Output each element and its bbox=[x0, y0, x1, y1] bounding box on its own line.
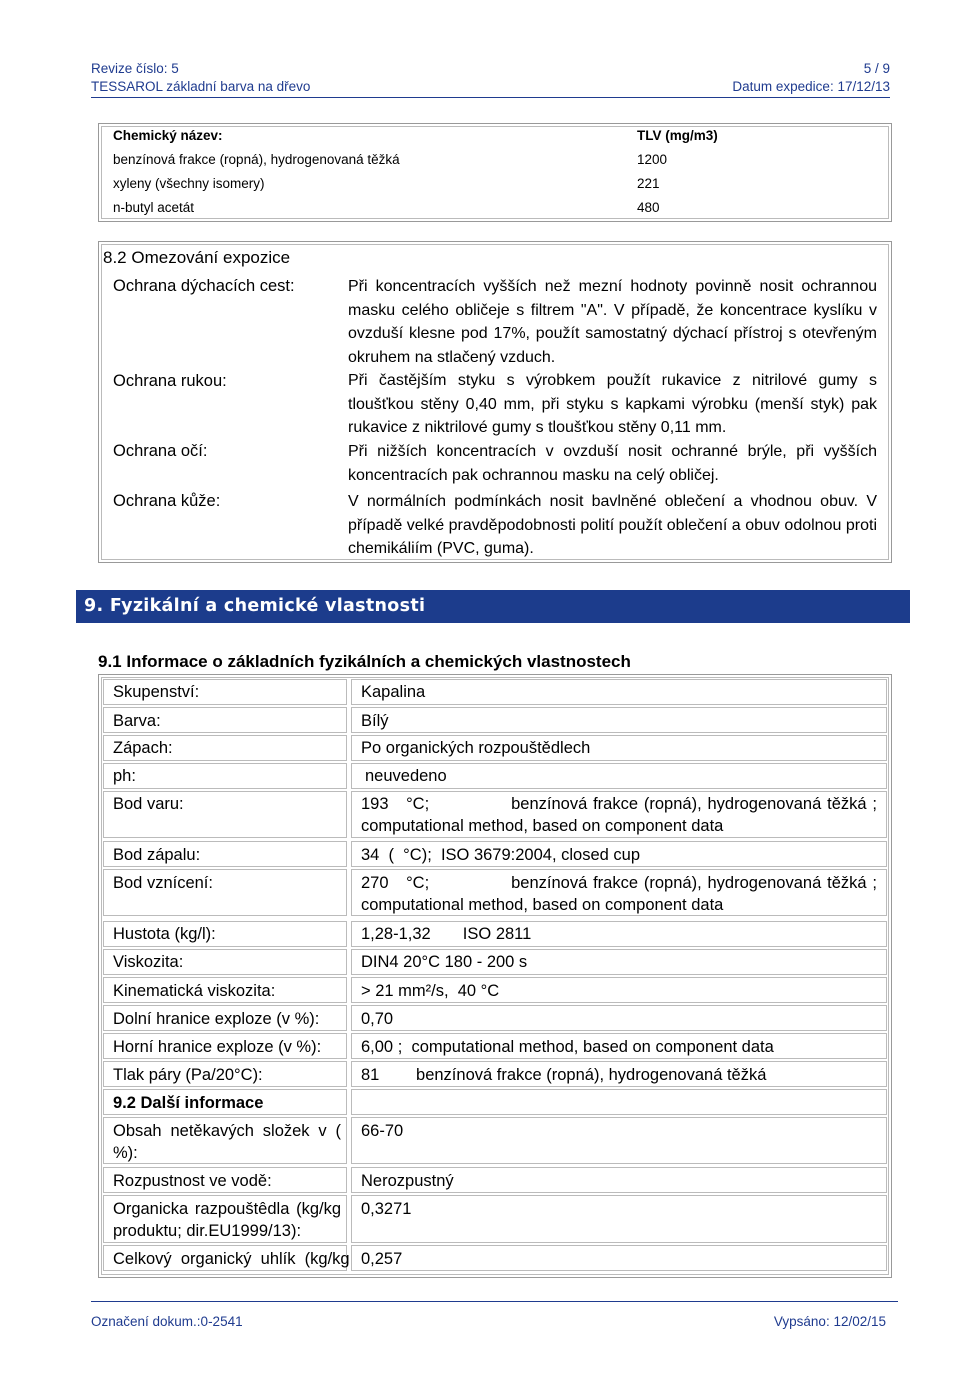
section-9-title: 9. Fyzikální a chemické vlastnosti bbox=[84, 596, 426, 616]
prop-label: Viskozita: bbox=[113, 953, 184, 971]
prop-value: 1,28-1,32 ISO 2811 bbox=[361, 925, 532, 943]
prop-label: Skupenství: bbox=[113, 683, 200, 701]
tlv-table-header bbox=[113, 128, 718, 143]
page-footer bbox=[91, 1314, 886, 1329]
subsection-9-2-title: 9.2 Další informace bbox=[113, 1094, 264, 1112]
table-row bbox=[113, 176, 660, 191]
prop-label: Bod varu: bbox=[113, 795, 184, 813]
prop-label: Dolní hranice exploze (v %): bbox=[113, 1010, 320, 1028]
prop-value: 66-70 bbox=[361, 1122, 404, 1140]
chemical-name: benzínová frakce (ropná), hydrogenovaná těžká bbox=[113, 152, 400, 167]
page-number: 5 / 9 bbox=[863, 61, 890, 76]
hand-text: Při častějším styku s výrobkem použít rukavice z nitrilové gumy s tloušťkou stěny 0,40 mm, při styku s kapkami výrobku (menší styk) pak rukavice z niktrilové gumy s tloušťkou stěny 0,11 mm. bbox=[348, 372, 877, 436]
prop-value: > 21 mm²/s, 40 °C bbox=[361, 982, 500, 1000]
prop-label: Zápach: bbox=[113, 739, 173, 757]
prop-value: 0,3271 bbox=[361, 1200, 412, 1218]
revision-number: Revize číslo: 5 bbox=[91, 61, 179, 76]
prop-label: Horní hranice exploze (v %): bbox=[113, 1038, 322, 1056]
document-id: Označení dokum.:0-2541 bbox=[91, 1314, 243, 1329]
tlv-value: 221 bbox=[637, 176, 660, 191]
tlv-value: 1200 bbox=[637, 152, 668, 167]
prop-value: 0,70 bbox=[361, 1010, 394, 1028]
prop-value: 0,257 bbox=[361, 1250, 403, 1268]
prop-value: 34 ( °C); ISO 3679:2004, closed cup bbox=[361, 846, 641, 864]
prop-value: Po organických rozpouštědlech bbox=[361, 739, 591, 757]
prop-label: Rozpustnost ve vodě: bbox=[113, 1172, 272, 1190]
prop-value: 81 benzínová frakce (ropná), hydrogenovaná těžká bbox=[361, 1066, 767, 1084]
skin-label: Ochrana kůže: bbox=[113, 492, 221, 510]
exposure-controls-box bbox=[98, 241, 892, 563]
prop-label: Kinematická viskozita: bbox=[113, 982, 276, 1000]
prop-label: Hustota (kg/l): bbox=[113, 925, 216, 943]
subsection-9-1-title bbox=[98, 652, 631, 672]
eye-text: Při nižších koncentracích v ovzduší nosit ochranné brýle, při vyšších koncentracích pak ochrannou masku na celý obličej. bbox=[348, 443, 877, 484]
respiratory-label: Ochrana dýchacích cest: bbox=[113, 277, 295, 295]
prop-value: Nerozpustný bbox=[361, 1172, 454, 1190]
table-row bbox=[113, 152, 668, 167]
prop-label: Obsah netěkavých složek v ( %): bbox=[113, 1122, 341, 1162]
footer-divider bbox=[91, 1301, 898, 1302]
eye-label: Ochrana očí: bbox=[113, 442, 208, 460]
prop-label: Bod vznícení: bbox=[113, 874, 213, 892]
prop-label: Bod zápalu: bbox=[113, 846, 201, 864]
prop-value: Kapalina bbox=[361, 683, 426, 701]
written-date: Vypsáno: 12/02/15 bbox=[773, 1314, 886, 1329]
subsection-9-1-text: Informace o základních fyzikálních a chemických vlastnostech bbox=[121, 652, 631, 671]
prop-label: Tlak páry (Pa/20°C): bbox=[113, 1066, 263, 1084]
prop-value: Bílý bbox=[361, 712, 389, 730]
properties-table bbox=[98, 674, 892, 1278]
page-header-line-2 bbox=[91, 79, 890, 94]
exposure-title: 8.2 Omezování expozice bbox=[103, 248, 291, 267]
prop-label: Barva: bbox=[113, 712, 161, 730]
product-name: TESSAROL základní barva na dřevo bbox=[91, 79, 311, 94]
prop-value: DIN4 20°C 180 - 200 s bbox=[361, 953, 528, 971]
subsection-9-1-number: 9.1 bbox=[98, 652, 122, 671]
col-chemical-name: Chemický název: bbox=[113, 128, 223, 143]
table-row bbox=[113, 200, 660, 215]
chemical-name: xyleny (všechny isomery) bbox=[113, 176, 265, 191]
prop-label: Organicka razpouštêdla (kg/kg produktu; dir.EU1999/13): bbox=[113, 1200, 341, 1240]
col-tlv: TLV (mg/m3) bbox=[637, 128, 718, 143]
prop-value: 6,00 ; computational method, based on component data bbox=[361, 1038, 774, 1056]
tlv-value: 480 bbox=[637, 200, 660, 215]
prop-label: Celkový organický uhlík (kg/kg bbox=[113, 1250, 350, 1268]
header-divider bbox=[91, 97, 890, 98]
issue-date: Datum expedice: 17/12/13 bbox=[732, 79, 890, 94]
hand-label: Ochrana rukou: bbox=[113, 372, 227, 390]
prop-label: ph: bbox=[113, 767, 136, 785]
prop-value: 193 °C; benzínová frakce (ropná), hydrogenovaná těžká ; computational method, based on component data bbox=[361, 795, 882, 835]
skin-text: V normálních podmínkách nosit bavlněné oblečení a vhodnou obuv. V případě velké pravděpodobnosti polití použít oblečení a obuv odolnou proti chemikáliím (PVC, guma). bbox=[348, 493, 877, 557]
chemical-name: n-butyl acetát bbox=[113, 200, 195, 215]
prop-value: neuvedeno bbox=[365, 767, 447, 785]
prop-value: 270 °C; benzínová frakce (ropná), hydrogenovaná těžká ; computational method, based on component data bbox=[361, 874, 882, 914]
tlv-table bbox=[98, 123, 892, 222]
respiratory-text: Při koncentracích vyšších než mezní hodnoty povinně nosit ochrannou masku celého obličeje s filtrem "A". V případě, že koncentrace kyslíku v ovzduší klesne pod 17%, použít samostatný dýchací přístroj s otevřeným okruhem na stlačený vzduch. bbox=[348, 278, 877, 366]
section-9-banner bbox=[76, 590, 910, 623]
page-header-line-1 bbox=[91, 61, 890, 76]
